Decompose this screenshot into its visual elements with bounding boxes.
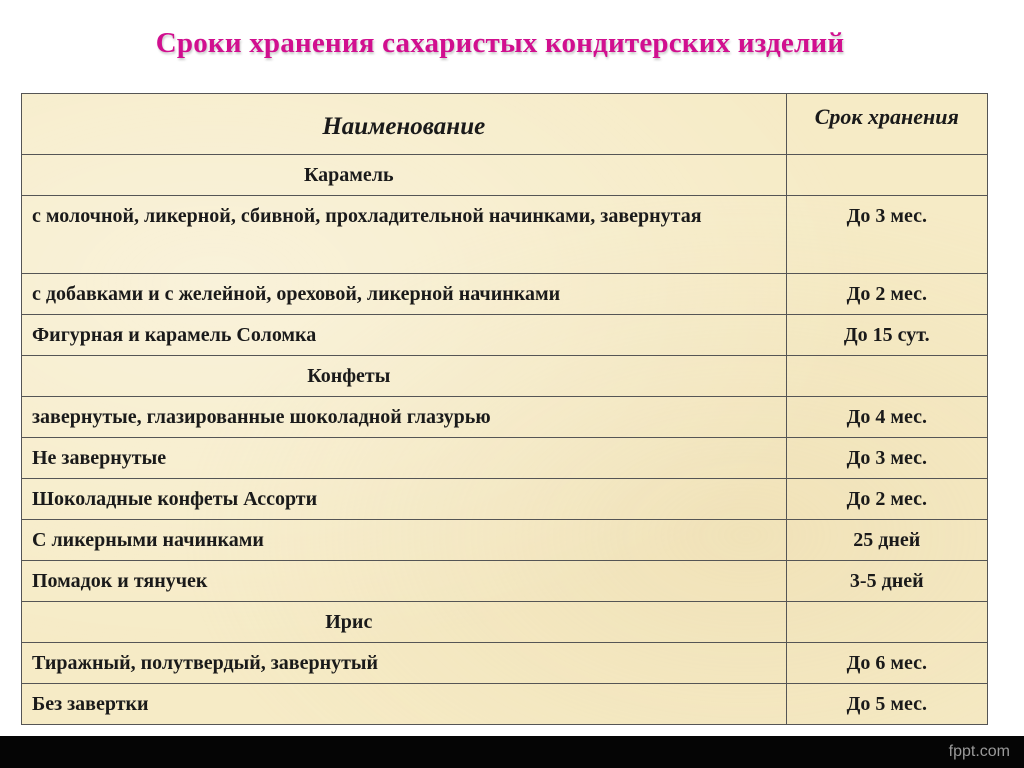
category-row <box>22 602 988 643</box>
row-term: 3-5 дней <box>786 561 987 602</box>
row-name: Фигурная и карамель Соломка <box>22 315 787 356</box>
slide-title: Сроки хранения сахаристых кондитерских изделий <box>155 27 845 59</box>
category-row <box>22 356 988 397</box>
header-name: Наименование <box>22 94 787 155</box>
table-row <box>22 397 988 438</box>
row-name: Карамель <box>22 155 787 196</box>
footer-bar <box>0 736 1024 768</box>
row-term: 25 дней <box>786 520 987 561</box>
row-term: До 15 сут. <box>786 315 987 356</box>
table-row <box>22 643 988 684</box>
row-term: До 3 мес. <box>786 196 987 274</box>
storage-table <box>21 93 988 725</box>
table-row <box>22 196 988 274</box>
table-row <box>22 520 988 561</box>
header-term: Срок хранения <box>786 94 987 155</box>
row-name: Не завернутые <box>22 438 787 479</box>
row-term: До 2 мес. <box>786 274 987 315</box>
table-row <box>22 315 988 356</box>
watermark: fppt.com <box>948 743 1010 760</box>
table-row <box>22 684 988 725</box>
row-name: Ирис <box>22 602 787 643</box>
row-name: С ликерными начинками <box>22 520 787 561</box>
row-name: Помадок и тянучек <box>22 561 787 602</box>
category-row <box>22 155 988 196</box>
row-term <box>786 155 987 196</box>
row-name: Шоколадные конфеты Ассорти <box>22 479 787 520</box>
row-term <box>786 602 987 643</box>
row-name: с добавками и с желейной, ореховой, ликерной начинками <box>22 274 787 315</box>
table-row <box>22 479 988 520</box>
table-row <box>22 274 988 315</box>
row-name: завернутые, глазированные шоколадной глазурью <box>22 397 787 438</box>
row-term: До 2 мес. <box>786 479 987 520</box>
row-term: До 4 мес. <box>786 397 987 438</box>
row-name: Без завертки <box>22 684 787 725</box>
row-term: До 6 мес. <box>786 643 987 684</box>
table-row <box>22 561 988 602</box>
table-row <box>22 438 988 479</box>
row-term: До 3 мес. <box>786 438 987 479</box>
row-name: с молочной, ликерной, сбивной, прохладительной начинками, завернутая <box>22 196 787 274</box>
row-name: Тиражный, полутвердый, завернутый <box>22 643 787 684</box>
row-term <box>786 356 987 397</box>
row-name: Конфеты <box>22 356 787 397</box>
table-header-row <box>22 94 988 155</box>
row-term: До 5 мес. <box>786 684 987 725</box>
